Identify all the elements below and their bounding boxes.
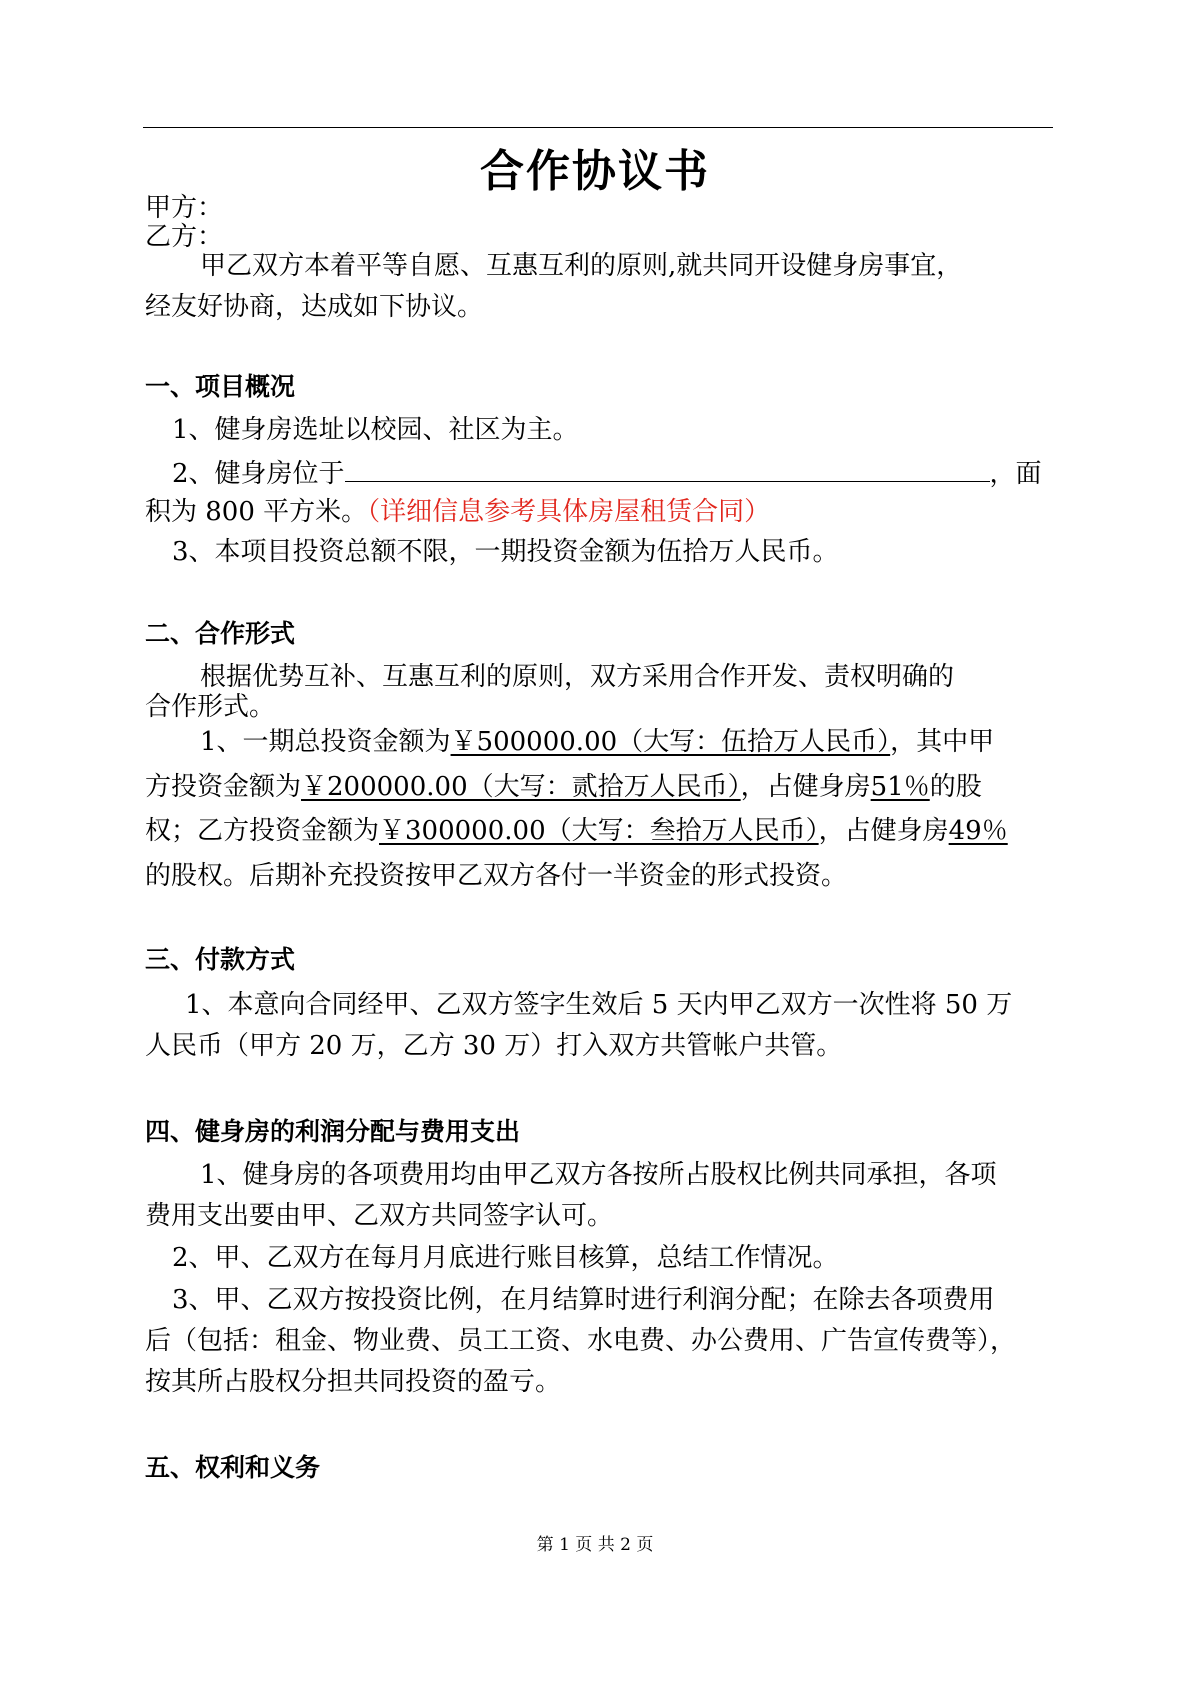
section-1-item-3: 3、本项目投资总额不限，一期投资金额为伍拾万人民币。 <box>172 537 839 567</box>
section-1-item-2 <box>172 451 1042 494</box>
location-blank <box>345 451 990 482</box>
location-suffix: ，面 <box>989 459 1042 489</box>
section-5-heading: 五、权利和义务 <box>145 1453 321 1482</box>
header-rule <box>143 127 1053 128</box>
total-investment-label: 1、一期总投资金额为 <box>200 727 451 757</box>
lease-note: （详细信息参考具体房屋租赁合同） <box>367 497 771 527</box>
section-2-heading: 二、合作形式 <box>145 619 296 648</box>
payment-line-2: 人民币（甲方 20 万，乙方 30 万）打入双方共管帐户共管。 <box>145 1031 843 1061</box>
document-title: 合作协议书 <box>480 146 710 197</box>
party-a-label: 甲方： <box>145 193 224 223</box>
payment-line-1: 1、本意向合同经甲、乙双方签字生效后 5 天内甲乙双方一次性将 50 万 <box>185 990 1013 1020</box>
share-text: 的股 <box>929 772 982 802</box>
party-b-investment-amount: ￥300000.00（大写：叁拾万人民币） <box>379 816 819 846</box>
section-2-para-line-1: 根据优势互补、互惠互利的原则，双方采用合作开发、责权明确的 <box>200 662 955 692</box>
section-1-heading: 一、项目概况 <box>145 372 296 401</box>
area-text: 积为 800 平方米。 <box>145 497 368 527</box>
location-prefix: 2、健身房位于 <box>172 459 345 489</box>
total-investment-amount: ￥500000.00（大写：伍拾万人民币） <box>450 727 891 757</box>
section-4-item-1-line-2: 费用支出要由甲、乙双方共同签字认可。 <box>145 1201 614 1231</box>
investment-text: ，其中甲 <box>890 727 995 757</box>
party-a-investment-label: 方投资金额为 <box>145 772 302 802</box>
section-2-para-line-2: 合作形式。 <box>145 692 276 722</box>
party-b-investment-label: 权；乙方投资金额为 <box>145 816 380 846</box>
page-footer: 第 1 页 共 2 页 <box>536 1535 654 1555</box>
share-label: ，占健身房 <box>740 772 871 802</box>
party-b-label: 乙方： <box>145 222 224 252</box>
section-4-heading: 四、健身房的利润分配与费用支出 <box>145 1117 521 1146</box>
section-4-item-3-line-1: 3、甲、乙双方按投资比例，在月结算时进行利润分配；在除去各项费用 <box>172 1285 995 1315</box>
investment-line-2 <box>145 767 982 807</box>
section-4-item-2: 2、甲、乙双方在每月月底进行账目核算，总结工作情况。 <box>172 1243 839 1273</box>
share-label: ，占健身房 <box>818 816 949 846</box>
section-4-item-3-line-3: 按其所占股权分担共同投资的盈亏。 <box>145 1367 562 1397</box>
investment-line-1 <box>200 722 994 762</box>
section-4-item-3-line-2: 后（包括：租金、物业费、员工工资、水电费、办公费用、广告宣传费等）， <box>145 1326 1017 1356</box>
party-b-share: 49％ <box>948 816 1008 846</box>
investment-line-4: 的股权。后期补充投资按甲乙双方各付一半资金的形式投资。 <box>145 861 848 891</box>
party-a-share: 51％ <box>870 772 930 802</box>
investment-line-3 <box>145 811 1008 851</box>
section-3-heading: 三、付款方式 <box>145 945 296 974</box>
party-a-investment-amount: ￥200000.00（大写：贰拾万人民币） <box>301 772 741 802</box>
section-4-item-1-line-1: 1、健身房的各项费用均由甲乙双方各按所占股权比例共同承担，各项 <box>200 1160 997 1190</box>
intro-line-1: 甲乙双方本着平等自愿、互惠互利的原则,就共同开设健身房事宜， <box>200 251 963 281</box>
section-1-item-1: 1、健身房选址以校园、社区为主。 <box>172 415 579 445</box>
section-1-item-2-line-2 <box>145 492 770 532</box>
intro-line-2: 经友好协商，达成如下协议。 <box>145 292 484 322</box>
